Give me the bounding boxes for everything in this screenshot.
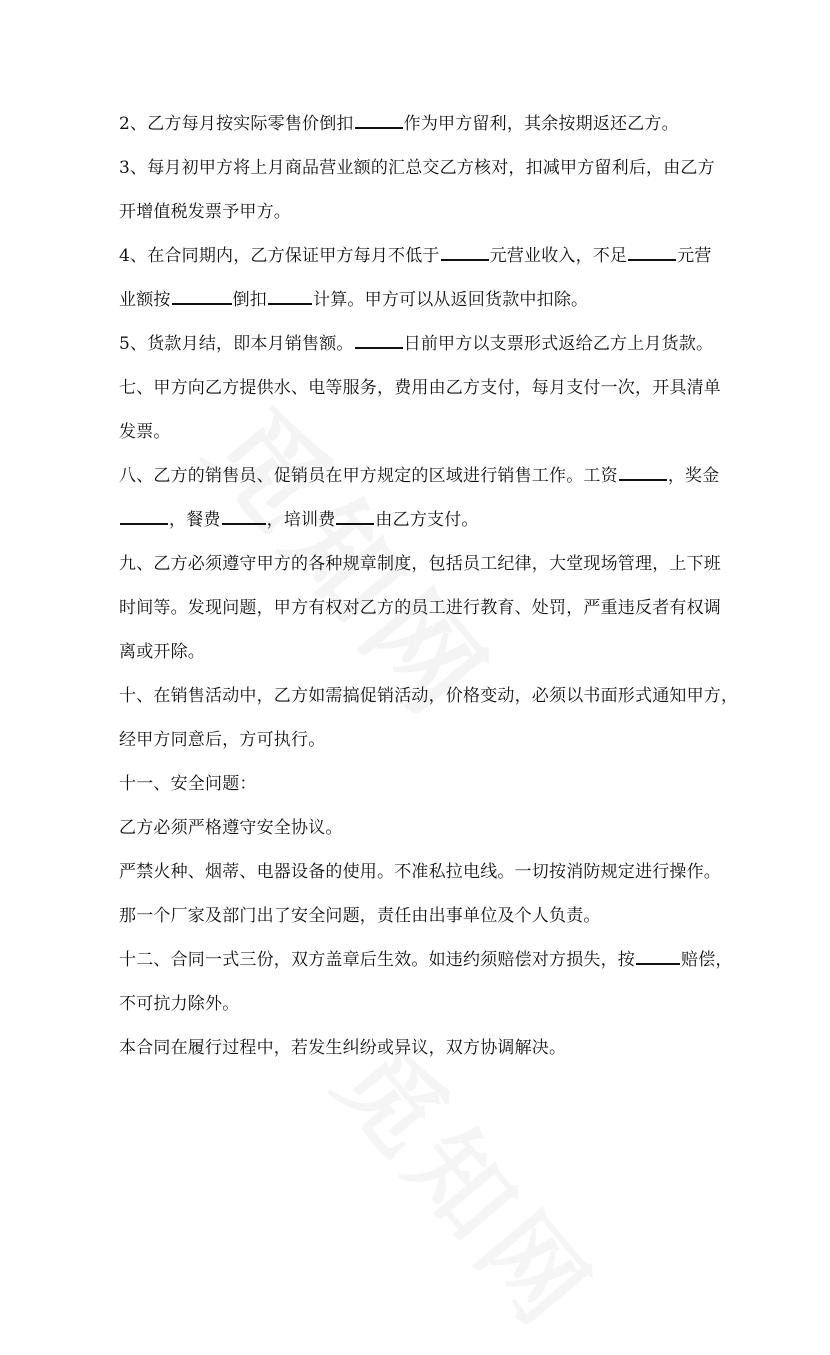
text-line xyxy=(119,509,719,531)
text-line xyxy=(119,377,719,399)
fill-blank xyxy=(355,113,403,129)
text-segment: 3、每月初甲方将上月商品营业额的汇总交乙方核对，扣减甲方留利后，由乙方 xyxy=(119,158,715,178)
text-segment: 5、货款月结，即本月销售额。 xyxy=(119,334,354,354)
text-line xyxy=(119,245,719,267)
text-segment: 本合同在履行过程中，若发生纠纷或异议，双方协调解决。 xyxy=(119,1038,567,1058)
fill-blank xyxy=(441,245,489,261)
fill-blank xyxy=(336,509,374,525)
text-segment: 十一、安全问题： xyxy=(119,774,257,794)
text-segment: 时间等。发现问题，甲方有权对乙方的员工进行教育、处罚，严重违反者有权调 xyxy=(119,598,721,618)
text-line xyxy=(119,597,719,619)
text-segment: ，培训费 xyxy=(266,510,336,530)
text-line xyxy=(119,817,719,839)
text-segment: 九、乙方必须遵守甲方的各种规章制度，包括员工纪律，大堂现场管理，上下班 xyxy=(119,554,721,574)
text-line xyxy=(119,773,719,795)
text-line xyxy=(119,949,733,971)
text-segment: 离或开除。 xyxy=(119,642,205,662)
fill-blank xyxy=(636,949,680,965)
text-line xyxy=(119,641,719,663)
fill-blank xyxy=(628,245,676,261)
text-line xyxy=(119,201,719,223)
text-segment: 由乙方支付。 xyxy=(375,510,479,530)
text-line xyxy=(119,685,739,707)
text-segment: 十、在销售活动中，乙方如需搞促销活动，价格变动，必须以书面形式通知甲方， xyxy=(119,686,739,706)
text-line xyxy=(119,289,719,311)
text-segment: 作为甲方留利，其余按期返还乙方。 xyxy=(403,114,679,134)
text-segment: 日前甲方以支票形式返给乙方上月货款。 xyxy=(403,334,714,354)
text-segment: 4、在合同期内，乙方保证甲方每月不低于 xyxy=(119,246,440,266)
fill-blank xyxy=(355,333,403,349)
text-segment: 业额按 xyxy=(119,290,171,310)
text-segment: 发票。 xyxy=(119,422,171,442)
fill-blank xyxy=(268,289,312,305)
fill-blank xyxy=(619,465,667,481)
text-segment: 八、乙方的销售员、促销员在甲方规定的区域进行销售工作。工资 xyxy=(119,466,618,486)
text-line xyxy=(119,113,719,135)
text-segment: 计算。甲方可以从返回货款中扣除。 xyxy=(313,290,589,310)
text-segment: ，奖金 xyxy=(667,466,720,486)
fill-blank xyxy=(120,509,168,525)
text-segment: 严禁火种、烟蒂、电器设备的使用。不准私拉电线。一切按消防规定进行操作。 xyxy=(119,862,721,882)
text-segment: 七、甲方向乙方提供水、电等服务，费用由乙方支付，每月支付一次，开具清单 xyxy=(119,378,721,398)
text-segment: 元营 xyxy=(677,246,712,266)
text-segment: 不可抗力除外。 xyxy=(119,994,240,1014)
watermark xyxy=(310,1010,632,1355)
text-segment: 倒扣 xyxy=(232,290,268,310)
text-segment: 赔偿， xyxy=(681,950,733,970)
fill-blank xyxy=(222,509,266,525)
text-segment: ，餐费 xyxy=(169,510,221,530)
text-line xyxy=(119,333,719,355)
text-line xyxy=(119,905,719,927)
text-segment: 2、乙方每月按实际零售价倒扣 xyxy=(119,114,354,134)
text-line xyxy=(119,553,719,575)
text-line xyxy=(119,1037,719,1059)
text-segment: 十二、合同一式三份，双方盖章后生效。如违约须赔偿对方损失，按 xyxy=(119,950,635,970)
text-line xyxy=(119,729,719,751)
text-segment: 乙方必须严格遵守安全协议。 xyxy=(119,818,343,838)
text-line xyxy=(119,421,719,443)
fill-blank xyxy=(172,289,232,305)
text-line xyxy=(119,861,719,883)
text-line xyxy=(119,157,719,179)
text-segment: 开增值税发票予甲方。 xyxy=(119,202,291,222)
text-segment: 元营业收入，不足 xyxy=(489,246,628,266)
text-segment: 经甲方同意后，方可执行。 xyxy=(119,730,326,750)
text-segment: 那一个厂家及部门出了安全问题，责任由出事单位及个人负责。 xyxy=(119,906,601,926)
text-line xyxy=(119,993,719,1015)
text-line xyxy=(119,465,719,487)
